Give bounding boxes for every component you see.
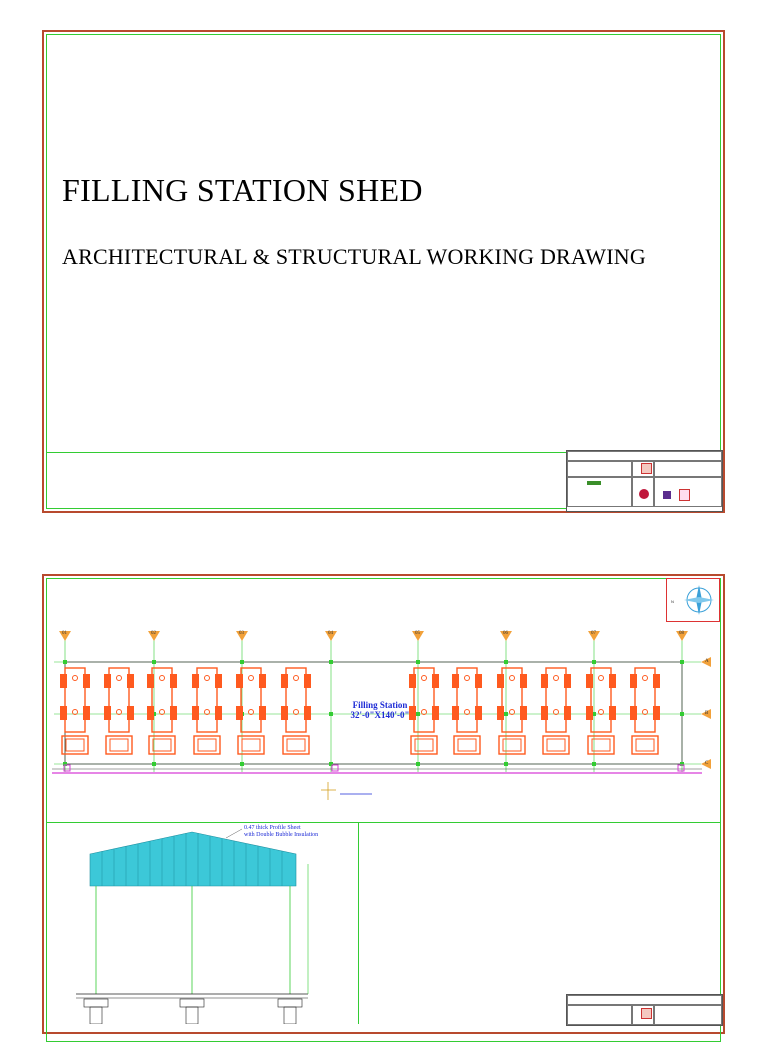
grid-label: 02 (151, 631, 156, 636)
plan-section-divider-vertical (358, 822, 359, 1024)
grid-label: 08 (679, 631, 684, 636)
roof-note-line2: with Double Bubble Insulation (244, 832, 319, 838)
cover-sheet-frame (46, 34, 721, 509)
title-block-cell (567, 451, 722, 461)
plan-north-marker (321, 782, 372, 800)
logo-mark (587, 481, 601, 485)
title-block-cell (654, 461, 722, 477)
fuel-dispenser-icon (629, 666, 661, 766)
title-block (566, 450, 723, 512)
drawing-subtitle: ARCHITECTURAL & STRUCTURAL WORKING DRAWING (62, 244, 646, 269)
fuel-dispenser-icon (146, 666, 178, 766)
grid-label: 05 (415, 631, 420, 636)
grid-label: 01 (62, 631, 67, 636)
row-label: B (705, 711, 709, 716)
fuel-dispenser-icon (451, 666, 483, 766)
plan-section-divider (46, 822, 721, 823)
logo-icon (663, 491, 671, 499)
logo-icon (679, 489, 690, 501)
grid-label: 03 (239, 631, 244, 636)
fuel-dispenser-icon (280, 666, 312, 766)
title-block-cell (567, 1005, 632, 1025)
compass-icon (667, 579, 719, 621)
title-block-cell (567, 995, 722, 1005)
row-label: C (705, 761, 709, 766)
fuel-dispenser-icon (235, 666, 267, 766)
roof-note-line1: 0.47 thick Profile Sheet (244, 825, 301, 831)
shed-elevation (46, 824, 358, 1024)
fuel-dispenser-icon (496, 666, 528, 766)
fuel-dispenser-icon (191, 666, 223, 766)
fuel-dispenser-icon (585, 666, 617, 766)
grid-label: 04 (328, 631, 333, 636)
grid-label: 07 (591, 631, 596, 636)
title-block-cell (567, 461, 632, 477)
seal-icon (639, 489, 649, 499)
fuel-dispenser-icon (540, 666, 572, 766)
title-block-2 (566, 994, 723, 1026)
fuel-dispenser-icon (103, 666, 135, 766)
fuel-dispenser-icon (59, 666, 91, 766)
stamp-box (641, 463, 652, 474)
row-label: A (705, 659, 709, 664)
station-size: 32'-0"X140'-0" (350, 710, 410, 720)
svg-text:N: N (671, 599, 674, 604)
roof-note (244, 825, 318, 839)
cover-sheet (42, 30, 725, 513)
station-label (340, 700, 420, 720)
title-block-cell (654, 1005, 722, 1025)
station-name: Filling Station (352, 700, 408, 710)
drawing-title: FILLING STATION SHED (62, 172, 423, 208)
north-arrow-box (666, 578, 720, 622)
stamp-box (641, 1008, 652, 1019)
grid-label: 06 (503, 631, 508, 636)
